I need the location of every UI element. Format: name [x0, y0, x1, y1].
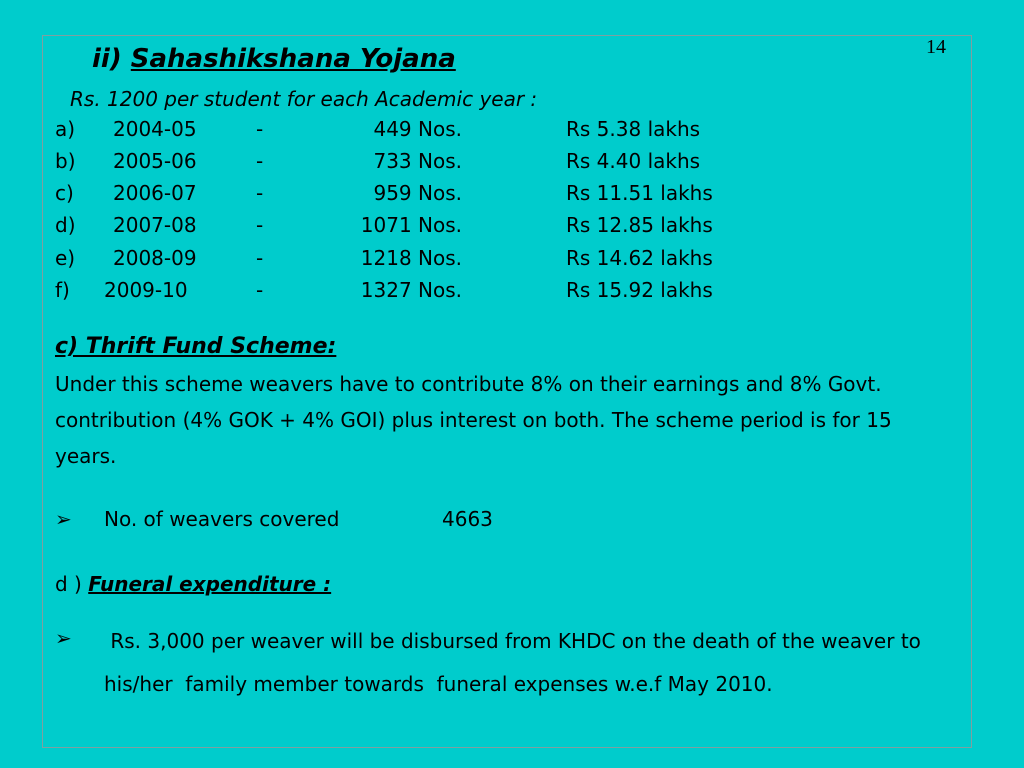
- row-nos: 1218 Nos.: [360, 246, 462, 270]
- section-d-prefix: d ): [55, 572, 82, 596]
- row-amount: Rs 14.62 lakhs: [566, 246, 713, 270]
- table-row: [0, 213, 1024, 243]
- row-letter: c): [55, 181, 74, 205]
- weavers-covered-label: No. of weavers covered: [104, 507, 340, 531]
- table-row: [0, 117, 1024, 147]
- row-letter: b): [55, 149, 76, 173]
- weavers-covered-value: 4663: [442, 507, 493, 531]
- row-amount: Rs 4.40 lakhs: [566, 149, 701, 173]
- section-ii-prefix: ii): [92, 44, 122, 74]
- row-year: 2006-07: [113, 181, 197, 205]
- row-dash: -: [256, 149, 264, 173]
- row-amount: Rs 15.92 lakhs: [566, 278, 713, 302]
- row-dash: -: [256, 181, 264, 205]
- row-year: 2008-09: [113, 246, 197, 270]
- row-year: 2004-05: [113, 117, 197, 141]
- row-nos: 1327 Nos.: [360, 278, 462, 302]
- row-dash: -: [256, 213, 264, 237]
- section-ii-title: Sahashikshana Yojana: [130, 44, 456, 74]
- arrow-bullet-icon: ➢: [55, 507, 72, 531]
- funeral-bullet-text: Rs. 3,000 per weaver will be disbursed from KHDC on the death of the weaver to his/her family member towards funeral expenses w.e.f May 2010.: [104, 629, 928, 696]
- section-c-heading: c) Thrift Fund Scheme:: [55, 334, 337, 359]
- row-dash: -: [256, 246, 264, 270]
- row-amount: Rs 11.51 lakhs: [566, 181, 713, 205]
- row-year: 2007-08: [113, 213, 197, 237]
- section-d-heading: [55, 572, 331, 596]
- row-amount: Rs 5.38 lakhs: [566, 117, 701, 141]
- row-letter: e): [55, 246, 76, 270]
- row-letter: a): [55, 117, 76, 141]
- table-row: [0, 278, 1024, 308]
- row-year: 2009-10: [104, 278, 188, 302]
- row-amount: Rs 12.85 lakhs: [566, 213, 713, 237]
- table-row: [0, 149, 1024, 179]
- section-ii-subline: Rs. 1200 per student for each Academic year :: [70, 87, 538, 111]
- section-ii-heading: [92, 44, 456, 74]
- page-number: 14: [926, 36, 946, 58]
- section-d-title: Funeral expenditure :: [88, 572, 332, 596]
- table-row: [0, 246, 1024, 276]
- row-dash: -: [256, 117, 264, 141]
- section-c-paragraph: Under this scheme weavers have to contribute 8% on their earnings and 8% Govt. contribution (4% GOK + 4% GOI) plus interest on both. The scheme period is for 15 years.: [55, 372, 892, 468]
- row-nos: 733 Nos.: [373, 149, 462, 173]
- row-letter: d): [55, 213, 76, 237]
- row-nos: 449 Nos.: [373, 117, 462, 141]
- row-dash: -: [256, 278, 264, 302]
- row-letter: f): [55, 278, 70, 302]
- table-row: [0, 181, 1024, 211]
- row-nos: 959 Nos.: [373, 181, 462, 205]
- row-nos: 1071 Nos.: [360, 213, 462, 237]
- row-year: 2005-06: [113, 149, 197, 173]
- arrow-bullet-icon: ➢: [55, 626, 72, 650]
